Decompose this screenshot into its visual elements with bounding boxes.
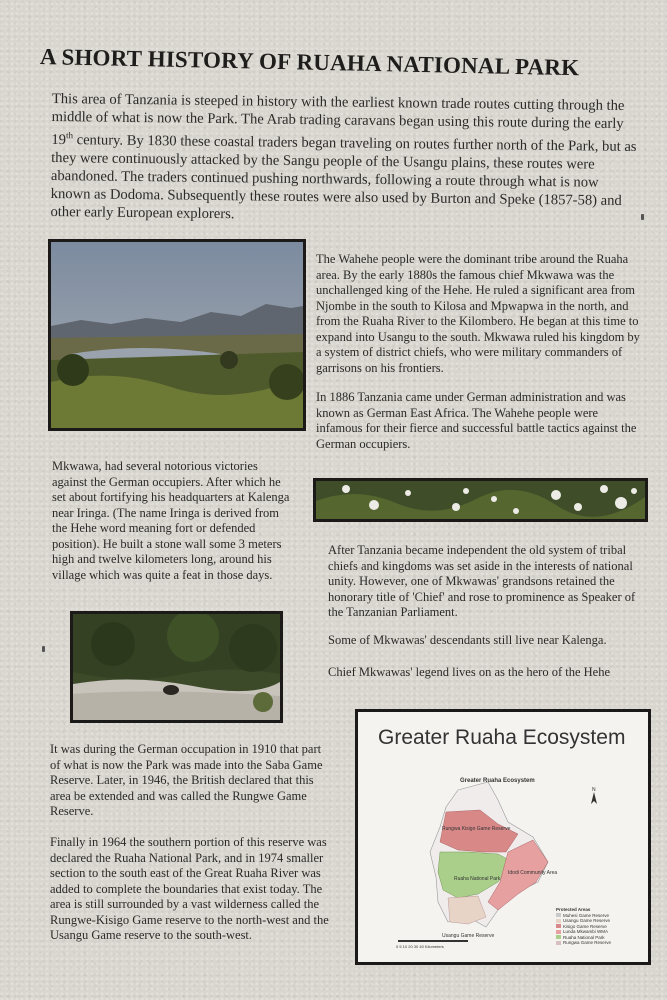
legend-swatch bbox=[556, 935, 561, 939]
intro-text-end: century. By 1830 these coastal traders began traveling on routes further north of the Park, but as they were continuously attacked by the Sangu people of the Usangu plains, these routes were abandoned. The traders continued pushing northwards, following a route through what is now known as Dodoma. Subsequently these routes were also used by Burton and Speke (1857-58) and other early European explorers. bbox=[50, 132, 637, 223]
legend-swatch bbox=[556, 924, 561, 928]
map-legend bbox=[556, 907, 611, 946]
legend-label: Usangu Game Reserve bbox=[563, 918, 611, 923]
legend-label: Lunda Mkwambi WMA bbox=[563, 929, 609, 934]
legend-label: Kisigo Game Reserve bbox=[563, 923, 607, 929]
wahehe-paragraph: The Wahehe people were the dominant tribe around the Ruaha area. By the early 1880s the famous chief Mkwawa was the unchallenged king of the Hehe. He ruled a significant area from Njombe in the south to Kilosa and Mpwapwa in the north, and from the Ruaha River to the Kilombero. He began at this time to expand into Usangu to the south. Mkwawa ruled his kingdom by a system of district chiefs, who were military commanders of garrisons on his frontiers. bbox=[316, 252, 640, 375]
map-label-rungwa: Rungwa Kisigo Game Reserve bbox=[442, 826, 511, 832]
intro-paragraph bbox=[50, 90, 640, 228]
north-arrow-icon bbox=[591, 792, 597, 804]
legend-item bbox=[556, 940, 611, 946]
descendants-paragraph: Some of Mkwawas' descendants still live near Kalenga. bbox=[328, 633, 607, 647]
finally-paragraph: Finally in 1964 the southern portion of this reserve was declared the Ruaha National Park, and in 1974 smaller section to the south east of the Great Ruaha River was added to complete the boundaries that exist today. The area is still surrounded by a vast wilderness called the Rungwe-Kisigo Game reserve to the north-west and the Usangu Game reserve to the south-west. bbox=[50, 835, 329, 942]
pin-icon bbox=[641, 214, 644, 220]
page-title: A SHORT HISTORY OF RUAHA NATIONAL PARK bbox=[39, 44, 580, 81]
map-title: Greater Ruaha Ecosystem bbox=[378, 726, 626, 749]
legend-paragraph: Chief Mkwawas' legend lives on as the hero of the Hehe bbox=[328, 665, 611, 679]
legend-title: Protected Areas bbox=[556, 907, 591, 912]
german-administration-paragraph: In 1886 Tanzania came under German administration and was known as German East Africa. The Wahehe people were infamous for their fierce and successful battle tactics against the German occupiers. bbox=[316, 390, 637, 451]
legend-label: Muhesi Game Reserve bbox=[563, 912, 610, 918]
river-landscape-photo bbox=[48, 239, 306, 431]
river-animal-photo bbox=[70, 611, 283, 723]
scale-label: 0 5 10 20 30 40 Kilometers bbox=[396, 944, 444, 949]
river-landscape-image bbox=[51, 242, 303, 428]
legend-swatch bbox=[556, 941, 561, 945]
legend-label: Rungwa Game Reserve bbox=[563, 940, 612, 945]
legend-swatch bbox=[556, 930, 561, 934]
mkwawa-paragraph: Mkwawa, had several notorious victories against the German occupiers. After which he set about fortifying his headquarters at Kalenga near Iringa. (The name Iringa is derived from the Hehe word meaning fort or defended position). He built a stone wall some 3 meters high and twelve kilometers long, around his village which was quite a feat in those days. bbox=[52, 459, 290, 582]
pin-icon bbox=[42, 646, 45, 652]
independence-paragraph: After Tanzania became independent the old system of tribal chiefs and kingdoms was set aside in the interests of national unity. However, one of Mkwawas' grandsons retained the honorary title of 'Chief' and rose to prominence as Speaker of the Tanzanian Parliament. bbox=[328, 543, 636, 619]
intro-text-start: This area of Tanzania is steeped in history with the earliest known trade routes cutting through the middle of what is now the Park. The Arab trading caravans began using this route during the early 19 bbox=[51, 90, 625, 149]
north-label: N bbox=[592, 787, 596, 793]
map-label-idodi: Idodi Community Area bbox=[508, 870, 558, 876]
map-label-usangu: Usangu Game Reserve bbox=[442, 933, 495, 939]
legend-swatch bbox=[556, 919, 561, 923]
flower-strip-photo bbox=[313, 478, 648, 522]
scale-bar bbox=[398, 940, 468, 942]
german-occupation-paragraph: It was during the German occupation in 1910 that part of what is now the Park was made into the Saba Game Reserve. Later, in 1946, the British declared that this area be extended and was called the Rungwe Game Reserve. bbox=[50, 742, 323, 818]
intro-superscript: th bbox=[65, 130, 74, 141]
map-label-ruaha: Ruaha National Park bbox=[454, 876, 501, 882]
river-animal-image bbox=[73, 614, 280, 720]
legend-label: Ruaha National Park bbox=[563, 934, 605, 940]
flower-strip-image bbox=[316, 481, 645, 519]
legend-swatch bbox=[556, 913, 561, 917]
map-subtitle: Greater Ruaha Ecosystem bbox=[460, 778, 535, 784]
ecosystem-map-frame bbox=[355, 709, 651, 965]
